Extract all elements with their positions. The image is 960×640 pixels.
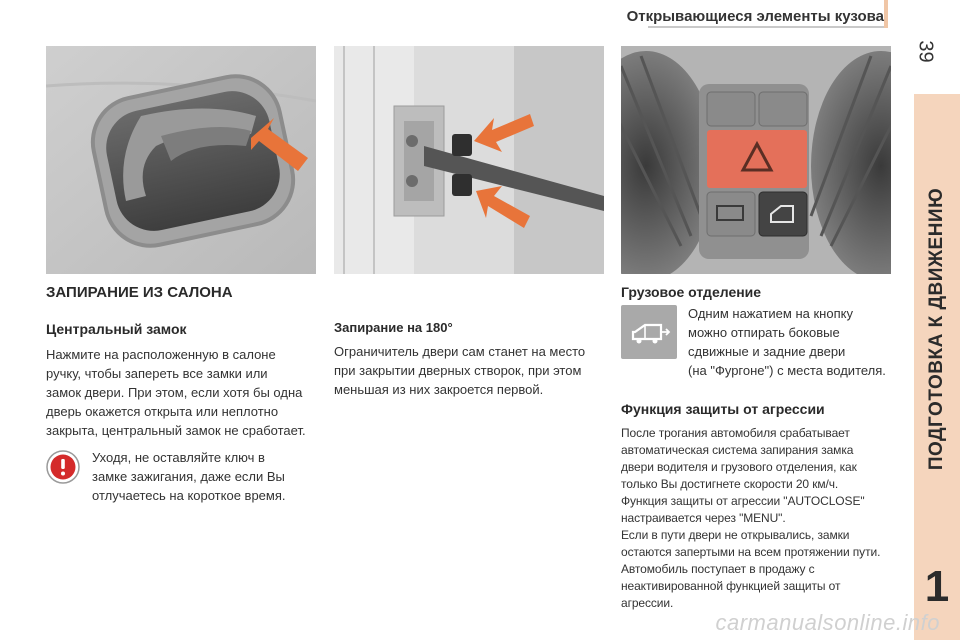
paragraph-line: можно отпирать боковые [688, 325, 840, 340]
paragraph-line: меньшая из них закроется первой. [334, 382, 544, 397]
paragraph-line: Автомобиль поступает в продажу с [621, 562, 815, 576]
header-rule [648, 26, 888, 28]
paragraph-line: Нажмите на расположенную в салоне [46, 347, 276, 362]
exclamation-icon [46, 450, 80, 484]
paragraph-line: двери водителя и грузового отделения, как [621, 460, 857, 474]
photo-door-check [334, 46, 604, 274]
paragraph-line: Одним нажатием на кнопку [688, 306, 853, 321]
header-tab [884, 0, 888, 28]
watermark [715, 610, 940, 636]
warning-line: замке зажигания, даже если Вы [92, 469, 285, 484]
section-title: Открывающиеся элементы кузова [626, 8, 884, 25]
subheading-cargo: Грузовое отделение [621, 284, 762, 300]
cargo-paragraph [688, 304, 886, 380]
heading-interior-locking: ЗАПИРАНИЕ ИЗ САЛОНА [46, 284, 233, 301]
paragraph-line: настраивается через "MENU". [621, 511, 786, 525]
paragraph-line: дверь окажется открыта или неплотно [46, 404, 279, 419]
paragraph-line: только Вы достигнете скорости 20 км/ч. [621, 477, 839, 491]
central-lock-paragraph [46, 345, 306, 440]
warning-line: отлучаетесь на короткое время. [92, 488, 286, 503]
paragraph-line: (на "Фургоне") с места водителя. [688, 363, 886, 378]
watermark-prefix: carmanuals [715, 610, 835, 635]
paragraph-line: сдвижные и задние двери [688, 344, 846, 359]
security-paragraph [621, 425, 880, 612]
paragraph-line: Если в пути двери не открывались, замки [621, 528, 850, 542]
paragraph-line: агрессии. [621, 596, 674, 610]
subheading-security: Функция защиты от агрессии [621, 401, 825, 417]
chapter-sidebar [914, 94, 960, 640]
watermark-suffix: online.info [834, 610, 940, 635]
paragraph-line: ручку, чтобы запереть все замки или [46, 366, 268, 381]
paragraph-line: неактивированной функцией защиты от [621, 579, 841, 593]
page-number: 39 [914, 40, 937, 63]
paragraph-line: Функция защиты от агрессии "AUTOCLOSE" [621, 494, 865, 508]
paragraph-line: автоматическая система запирания замка [621, 443, 854, 457]
chapter-title-container [914, 94, 960, 554]
paragraph-line: при закрытии дверных створок, при этом [334, 363, 582, 378]
paragraph-line: Ограничитель двери сам станет на место [334, 344, 586, 359]
chapter-title: ПОДГОТОВКА К ДВИЖЕНИЮ [926, 187, 947, 471]
photo-dashboard-buttons [621, 46, 891, 274]
warning-line: Уходя, не оставляйте ключ в [92, 450, 265, 465]
paragraph-line: замок двери. При этом, если хотя бы одна [46, 385, 303, 400]
lock-180-paragraph [334, 342, 585, 399]
paragraph-line: После трогания автомобиля срабатывает [621, 426, 850, 440]
van-icon [621, 305, 677, 359]
chapter-number: 1 [924, 562, 950, 611]
subheading-180-lock: Запирание на 180° [334, 320, 453, 335]
paragraph-line: остаются запертыми на всем протяжении пути. [621, 545, 881, 559]
paragraph-line: закрыта, центральный замок не сработает. [46, 423, 306, 438]
photo-door-handle [46, 46, 316, 274]
warning-text [92, 448, 286, 505]
subheading-central-lock: Центральный замок [46, 321, 187, 337]
